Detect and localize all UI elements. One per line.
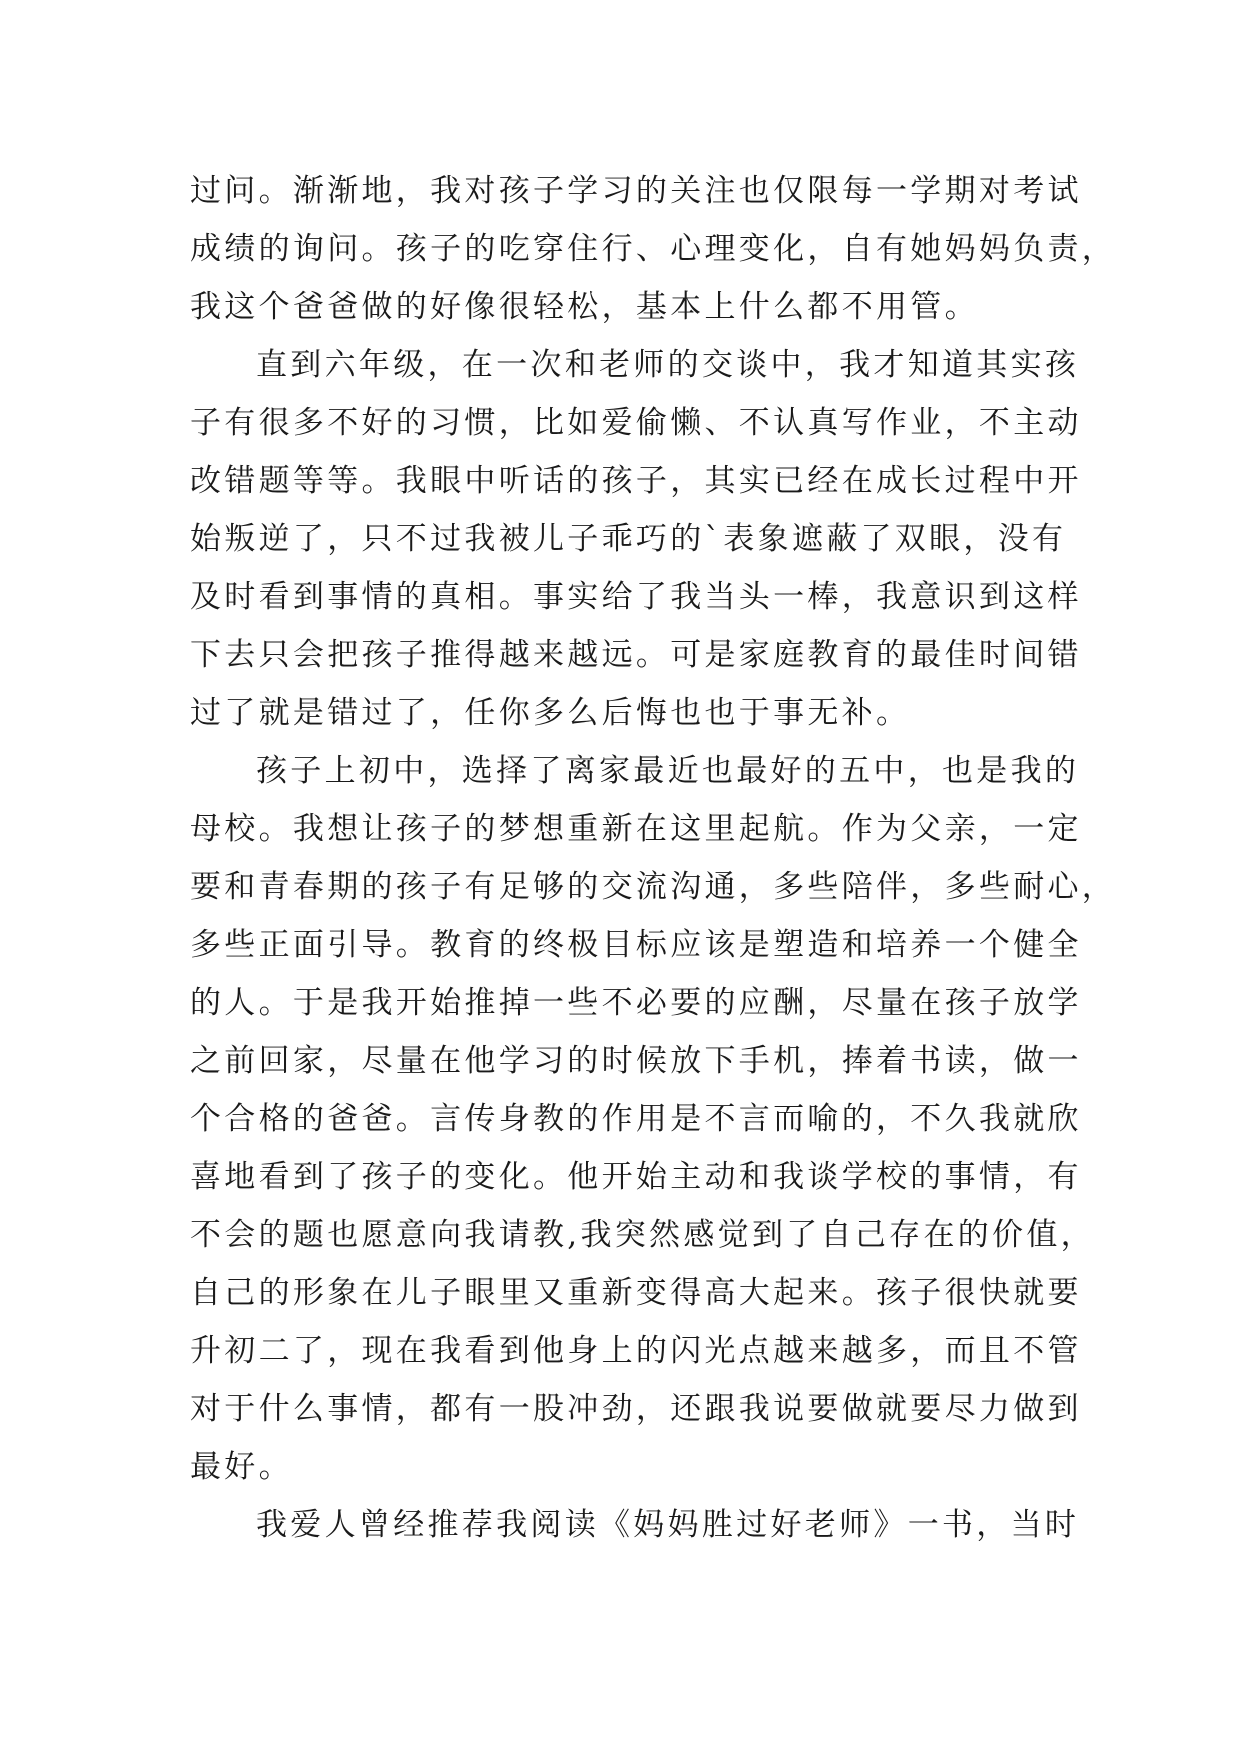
text-line: 多些正面引导。教育的终极目标应该是塑造和培养一个健全 [190,927,1082,963]
text-line: 过了就是错过了，任你多么后悔也也于事无补。 [190,695,911,731]
text-line: 不会的题也愿意向我请教,我突然感觉到了自己存在的价值， [190,1217,1095,1253]
text-line: 喜地看到了孩子的变化。他开始主动和我谈学校的事情，有 [190,1159,1082,1195]
text-line: 下去只会把孩子推得越来越远。可是家庭教育的最佳时间错 [190,637,1082,673]
text-line: 升初二了，现在我看到他身上的闪光点越来越多，而且不管 [190,1333,1082,1369]
text-line: 我这个爸爸做的好像很轻松，基本上什么都不用管。 [190,289,979,325]
text-line: 及时看到事情的真相。事实给了我当头一棒，我意识到这样 [190,579,1082,615]
text-line: 要和青春期的孩子有足够的交流沟通，多些陪伴，多些耐心， [190,869,1117,905]
text-line: 过问。渐渐地，我对孩子学习的关注也仅限每一学期对考试 [190,173,1082,209]
text-line: 成绩的询问。孩子的吃穿住行、心理变化，自有她妈妈负责， [190,231,1117,267]
paragraph-first-line: 我爱人曾经推荐我阅读《妈妈胜过好老师》一书，当时 [256,1507,1080,1543]
document-body [190,162,1117,1554]
paragraph-first-line: 直到六年级，在一次和老师的交谈中，我才知道其实孩 [256,347,1080,383]
text-line: 对于什么事情，都有一股冲劲，还跟我说要做就要尽力做到 [190,1391,1082,1427]
paragraph-first-line: 孩子上初中，选择了离家最近也最好的五中，也是我的 [256,753,1080,789]
text-line: 之前回家，尽量在他学习的时候放下手机，捧着书读，做一 [190,1043,1082,1079]
text-line: 始叛逆了，只不过我被儿子乖巧的`表象遮蔽了双眼，没有 [190,521,1067,557]
text-line: 母校。我想让孩子的梦想重新在这里起航。作为父亲，一定 [190,811,1082,847]
text-line: 子有很多不好的习惯，比如爱偷懒、不认真写作业，不主动 [190,405,1082,441]
text-line: 个合格的爸爸。言传身教的作用是不言而喻的，不久我就欣 [190,1101,1082,1137]
text-line: 自己的形象在儿子眼里又重新变得高大起来。孩子很快就要 [190,1275,1082,1311]
text-line: 改错题等等。我眼中听话的孩子，其实已经在成长过程中开 [190,463,1082,499]
text-line: 的人。于是我开始推掉一些不必要的应酬，尽量在孩子放学 [190,985,1082,1021]
text-line: 最好。 [190,1449,293,1485]
